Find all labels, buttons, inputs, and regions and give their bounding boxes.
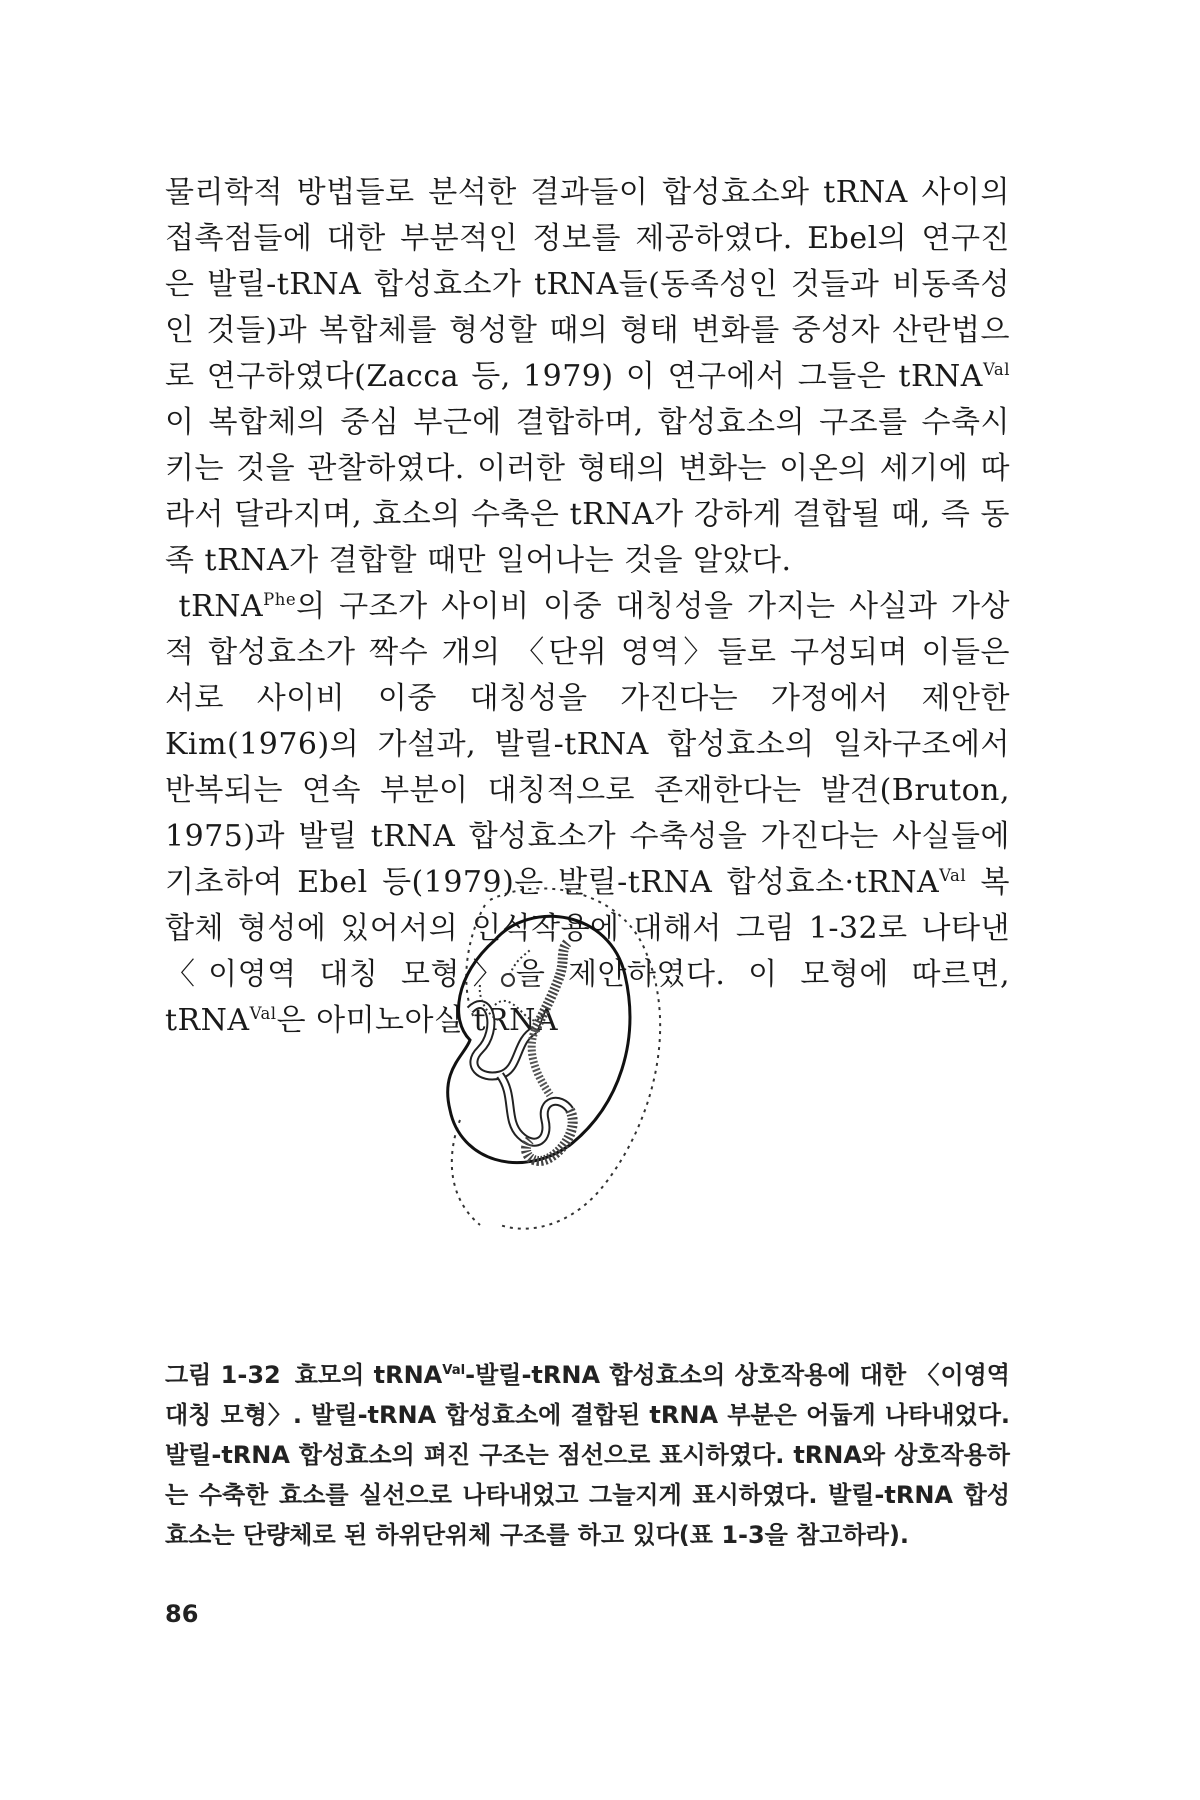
trna-strand-dark-2 <box>526 1110 573 1161</box>
figure-caption <box>165 1355 1010 1555</box>
caption-sup-val: Val <box>442 1363 466 1378</box>
figure-label: 그림 1-32 <box>165 1361 281 1389</box>
trna-synthetase-figure <box>420 880 740 1240</box>
caption-text-b: -발릴-tRNA 합성효소의 상호작용에 대한 〈이영역 대칭 모형〉. 발릴-tRNA 합성효소에 결합된 tRNA 부분은 어둡게 나타내었다. 발릴-tRNA 합성효소의 펴진 구조는 점선으로 표시하였다. tRNA와 상호작용하는 수축한 효소를 실선으로 나타내었고 그늘지게 표시하였다. 발릴-tRNA 합성효소는 단량체로 된 하위단위체 구조를 하고 있다(표 1-3을 참고하라). <box>165 1361 1010 1549</box>
para2-text-d: 은 아미노아실 tRNA <box>276 1003 559 1038</box>
paragraph-1 <box>165 170 1010 584</box>
trna-strand-dark-3 <box>532 1030 550 1095</box>
para2-text-c: 복합체 형성에 있어서의 인식작용에 대해서 그림 1-32로 나타낸 〈이영역 대칭 모형〉을 제안하였다. 이 모형에 따르면, tRNA <box>165 865 1010 1038</box>
para2-text-a: tRNA <box>178 589 264 624</box>
trna-strand-dark-1 <box>535 942 568 1030</box>
trna-strand-light-2-inner <box>500 1075 570 1142</box>
para2-sup-phe: Phe <box>263 590 297 609</box>
expanded-enzyme-outline-bottom <box>452 1120 480 1225</box>
para2-text-b: 의 구조가 사이비 이중 대칭성을 가지는 사실과 가상적 합성효소가 짝수 개의 〈단위 영역〉들로 구성되며 이들은 서로 사이비 이중 대칭성을 가진다는 가정에서 제안한 Kim(1976)의 가설과, 발릴-tRNA 합성효소의 일차구조에서 반복되는 연속 부분이 대칭적으로 존재한다는 발견(Bruton, 1975)과 발릴 tRNA 합성효소가 수축성을 가진다는 사실들에 기초하여 Ebel 등(1979)은 발릴-tRNA 합성효소·tRNA <box>165 589 1010 900</box>
caption-text-a: 효모의 tRNA <box>294 1361 443 1389</box>
para2-sup-val-1: Val <box>939 866 967 885</box>
para2-sup-val-2: Val <box>249 1004 277 1023</box>
trna-dotted-loop <box>502 974 514 986</box>
page-number: 86 <box>165 1600 199 1628</box>
trna-dotted-arm-1 <box>510 950 530 975</box>
para1-text-b: 이 복합체의 중심 부근에 결합하며, 합성효소의 구조를 수축시키는 것을 관찰하였다. 이러한 형태의 변화는 이온의 세기에 따라서 달라지며, 효소의 수축은 tRNA가 강하게 결합될 때, 즉 동족 tRNA가 결합할 때만 일어나는 것을 알았다. <box>165 405 1010 578</box>
contracted-enzyme-outline <box>448 916 630 1162</box>
para1-sup-val: Val <box>982 360 1010 379</box>
para1-text-a: 물리학적 방법들로 분석한 결과들이 합성효소와 tRNA 사이의 접촉점들에 대한 부분적인 정보를 제공하였다. Ebel의 연구진은 발릴-tRNA 합성효소가 tRNA들(동족성인 것들과 비동족성인 것들)과 복합체를 형성할 때의 형태 변화를 중성자 산란법으로 연구하였다(Zacca 등, 1979) 이 연구에서 그들은 tRNA <box>165 175 1010 394</box>
